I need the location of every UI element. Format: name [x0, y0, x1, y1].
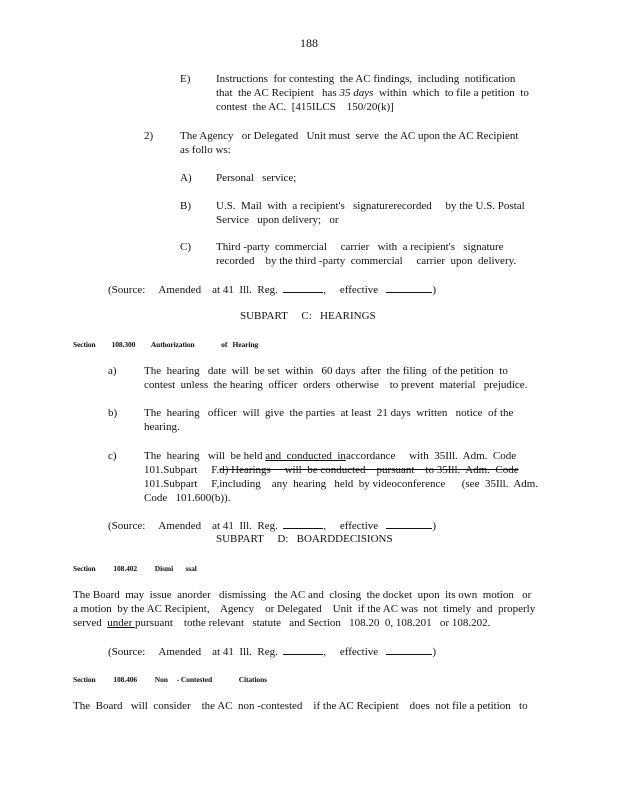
- subpart-heading: SUBPART C: HEARINGS: [240, 310, 376, 322]
- item-e-line: Instructions for contesting the AC findings, including notification: [216, 73, 516, 85]
- item-2-line: The Agency or Delegated Unit must serve the AC upon the AC Recipient: [180, 130, 519, 142]
- item-label-c: C): [180, 241, 191, 253]
- item-e-line: contest the AC. [415ILCS 150/20(k)]: [216, 101, 394, 113]
- section-para-line: a motion by the AC Recipient, Agency or Delegated Unit if the AC was not timely and properly: [73, 603, 536, 615]
- item-b-line: Service upon delivery; or: [216, 214, 339, 226]
- item-label-b: B): [180, 200, 191, 212]
- item-e-line: that the AC Recipient has 35 days within which to file a petition to: [216, 87, 529, 99]
- item-2-line: as follo ws:: [180, 144, 231, 156]
- section-heading: Section 108.402 Dismi ssal: [73, 564, 197, 573]
- section-heading: Section 108.300 Authorization of Hearing: [73, 340, 259, 349]
- item-b-line: U.S. Mail with a recipient's signaturerecorded by the U.S. Postal: [216, 200, 525, 212]
- item-c-line: Third -party commercial carrier with a recipient's signature: [216, 241, 504, 253]
- item-label-e: E): [180, 73, 191, 85]
- section-heading: Section 108.406 Non - Contested Citations: [73, 675, 267, 684]
- section-para-line: The hearing officer will give the parties at least 21 days written notice of the: [144, 407, 514, 419]
- section-para-line: The hearing will be held and conducted inaccordance with 35Ill. Adm. Code: [144, 450, 517, 462]
- source-note: (Source: Amended at 41 Ill. Reg. , effective ): [108, 520, 437, 532]
- section-para-line: 101.Subpart F.d) Hearings will be conducted pursuant to 35Ill. Adm. Code: [144, 464, 519, 476]
- item-c-line: recorded by the third -party commercial carrier upon delivery.: [216, 255, 517, 267]
- section-para-line: The Board may issue anorder dismissing the AC and closing the docket upon its own motion or: [73, 589, 532, 601]
- source-note: (Source: Amended at 41 Ill. Reg. , effective ): [108, 646, 437, 658]
- section-para-line: contest unless the hearing officer orders otherwise to prevent material prejudice.: [144, 379, 528, 391]
- item-label-a: A): [180, 172, 192, 184]
- subpart-heading: SUBPART D: BOARDDECISIONS: [216, 533, 393, 545]
- section-label-c: c): [108, 450, 117, 462]
- section-para-line: The hearing date will be set within 60 days after the filing of the petition to: [144, 365, 508, 377]
- section-para-line: The Board will consider the AC non -contested if the AC Recipient does not file a petition to: [73, 700, 528, 712]
- page-number: 188: [300, 36, 318, 50]
- source-note: (Source: Amended at 41 Ill. Reg. , effective ): [108, 284, 437, 296]
- section-para-line: hearing.: [144, 421, 180, 433]
- section-para-line: 101.Subpart F,including any hearing held by videoconference (see 35Ill. Adm.: [144, 478, 539, 490]
- section-label-b: b): [108, 407, 118, 419]
- section-para-line: Code 101.600(b)).: [144, 492, 231, 504]
- section-label-a: a): [108, 365, 117, 377]
- section-para-line: served under pursuant tothe relevant statute and Section 108.20 0, 108.201 or 108.202.: [73, 617, 491, 629]
- item-a-line: Personal service;: [216, 172, 297, 184]
- item-label-2: 2): [144, 130, 154, 142]
